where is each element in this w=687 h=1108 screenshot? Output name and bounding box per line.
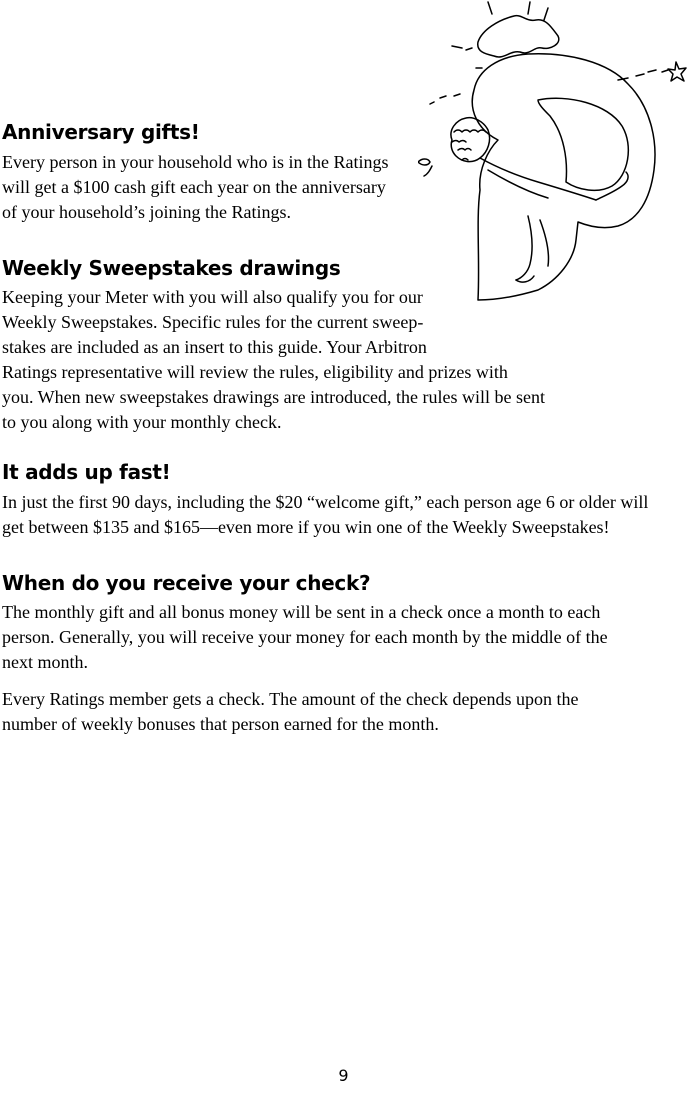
text-line: Every Ratings member gets a check. The amount of the check depends upon the: [2, 689, 579, 709]
text-line: Keeping your Meter with you will also qualify you for our: [2, 287, 423, 307]
text-line: The monthly gift and all bonus money will be sent in a check once a month to each: [2, 602, 601, 622]
text-line: number of weekly bonuses that person earned for the month.: [2, 714, 439, 734]
text-line: stakes are included as an insert to this guide. Your Arbitron: [2, 337, 427, 357]
person-figure: [451, 118, 628, 282]
sound-mark-icon: [418, 159, 430, 165]
section-heading-adds-up: It adds up fast!: [2, 460, 171, 484]
text-line: Weekly Sweepstakes. Specific rules for the current sweep-: [2, 312, 424, 332]
paragraph-sweepstakes: [2, 285, 545, 435]
text-line: you. When new sweepstakes drawings are introduced, the rules will be sent: [2, 387, 546, 407]
text-line: will get a $100 cash gift each year on the anniversary: [2, 177, 386, 197]
text-line: get between $135 and $165—even more if you win one of the Weekly Sweepstakes!: [2, 517, 610, 537]
hat-shape: [478, 16, 559, 57]
section-heading-anniversary: Anniversary gifts!: [2, 120, 200, 144]
letter-p-counter: [538, 98, 628, 190]
paragraph-receive-check-1: [2, 600, 608, 675]
section-heading-receive-check: When do you receive your check?: [2, 571, 371, 595]
paragraph-adds-up: [2, 490, 648, 540]
paragraph-receive-check-2: [2, 687, 578, 737]
text-line: Every person in your household who is in the Ratings: [2, 152, 389, 172]
text-line: to you along with your monthly check.: [2, 412, 282, 432]
page-number: 9: [338, 1066, 349, 1085]
sound-mark-icon: [424, 166, 432, 176]
text-line: next month.: [2, 652, 88, 672]
paragraph-anniversary: [2, 150, 388, 225]
person-hugging-letter-p-illustration: [418, 0, 687, 310]
text-line: of your household’s joining the Ratings.: [2, 202, 291, 222]
section-heading-sweepstakes: Weekly Sweepstakes drawings: [2, 256, 341, 280]
text-line: person. Generally, you will receive your money for each month by the middle of the: [2, 627, 608, 647]
star-icon: [668, 62, 686, 81]
text-line: In just the first 90 days, including the $20 “welcome gift,” each person age 6 or older will: [2, 492, 649, 512]
text-line: Ratings representative will review the rules, eligibility and prizes with: [2, 362, 508, 382]
